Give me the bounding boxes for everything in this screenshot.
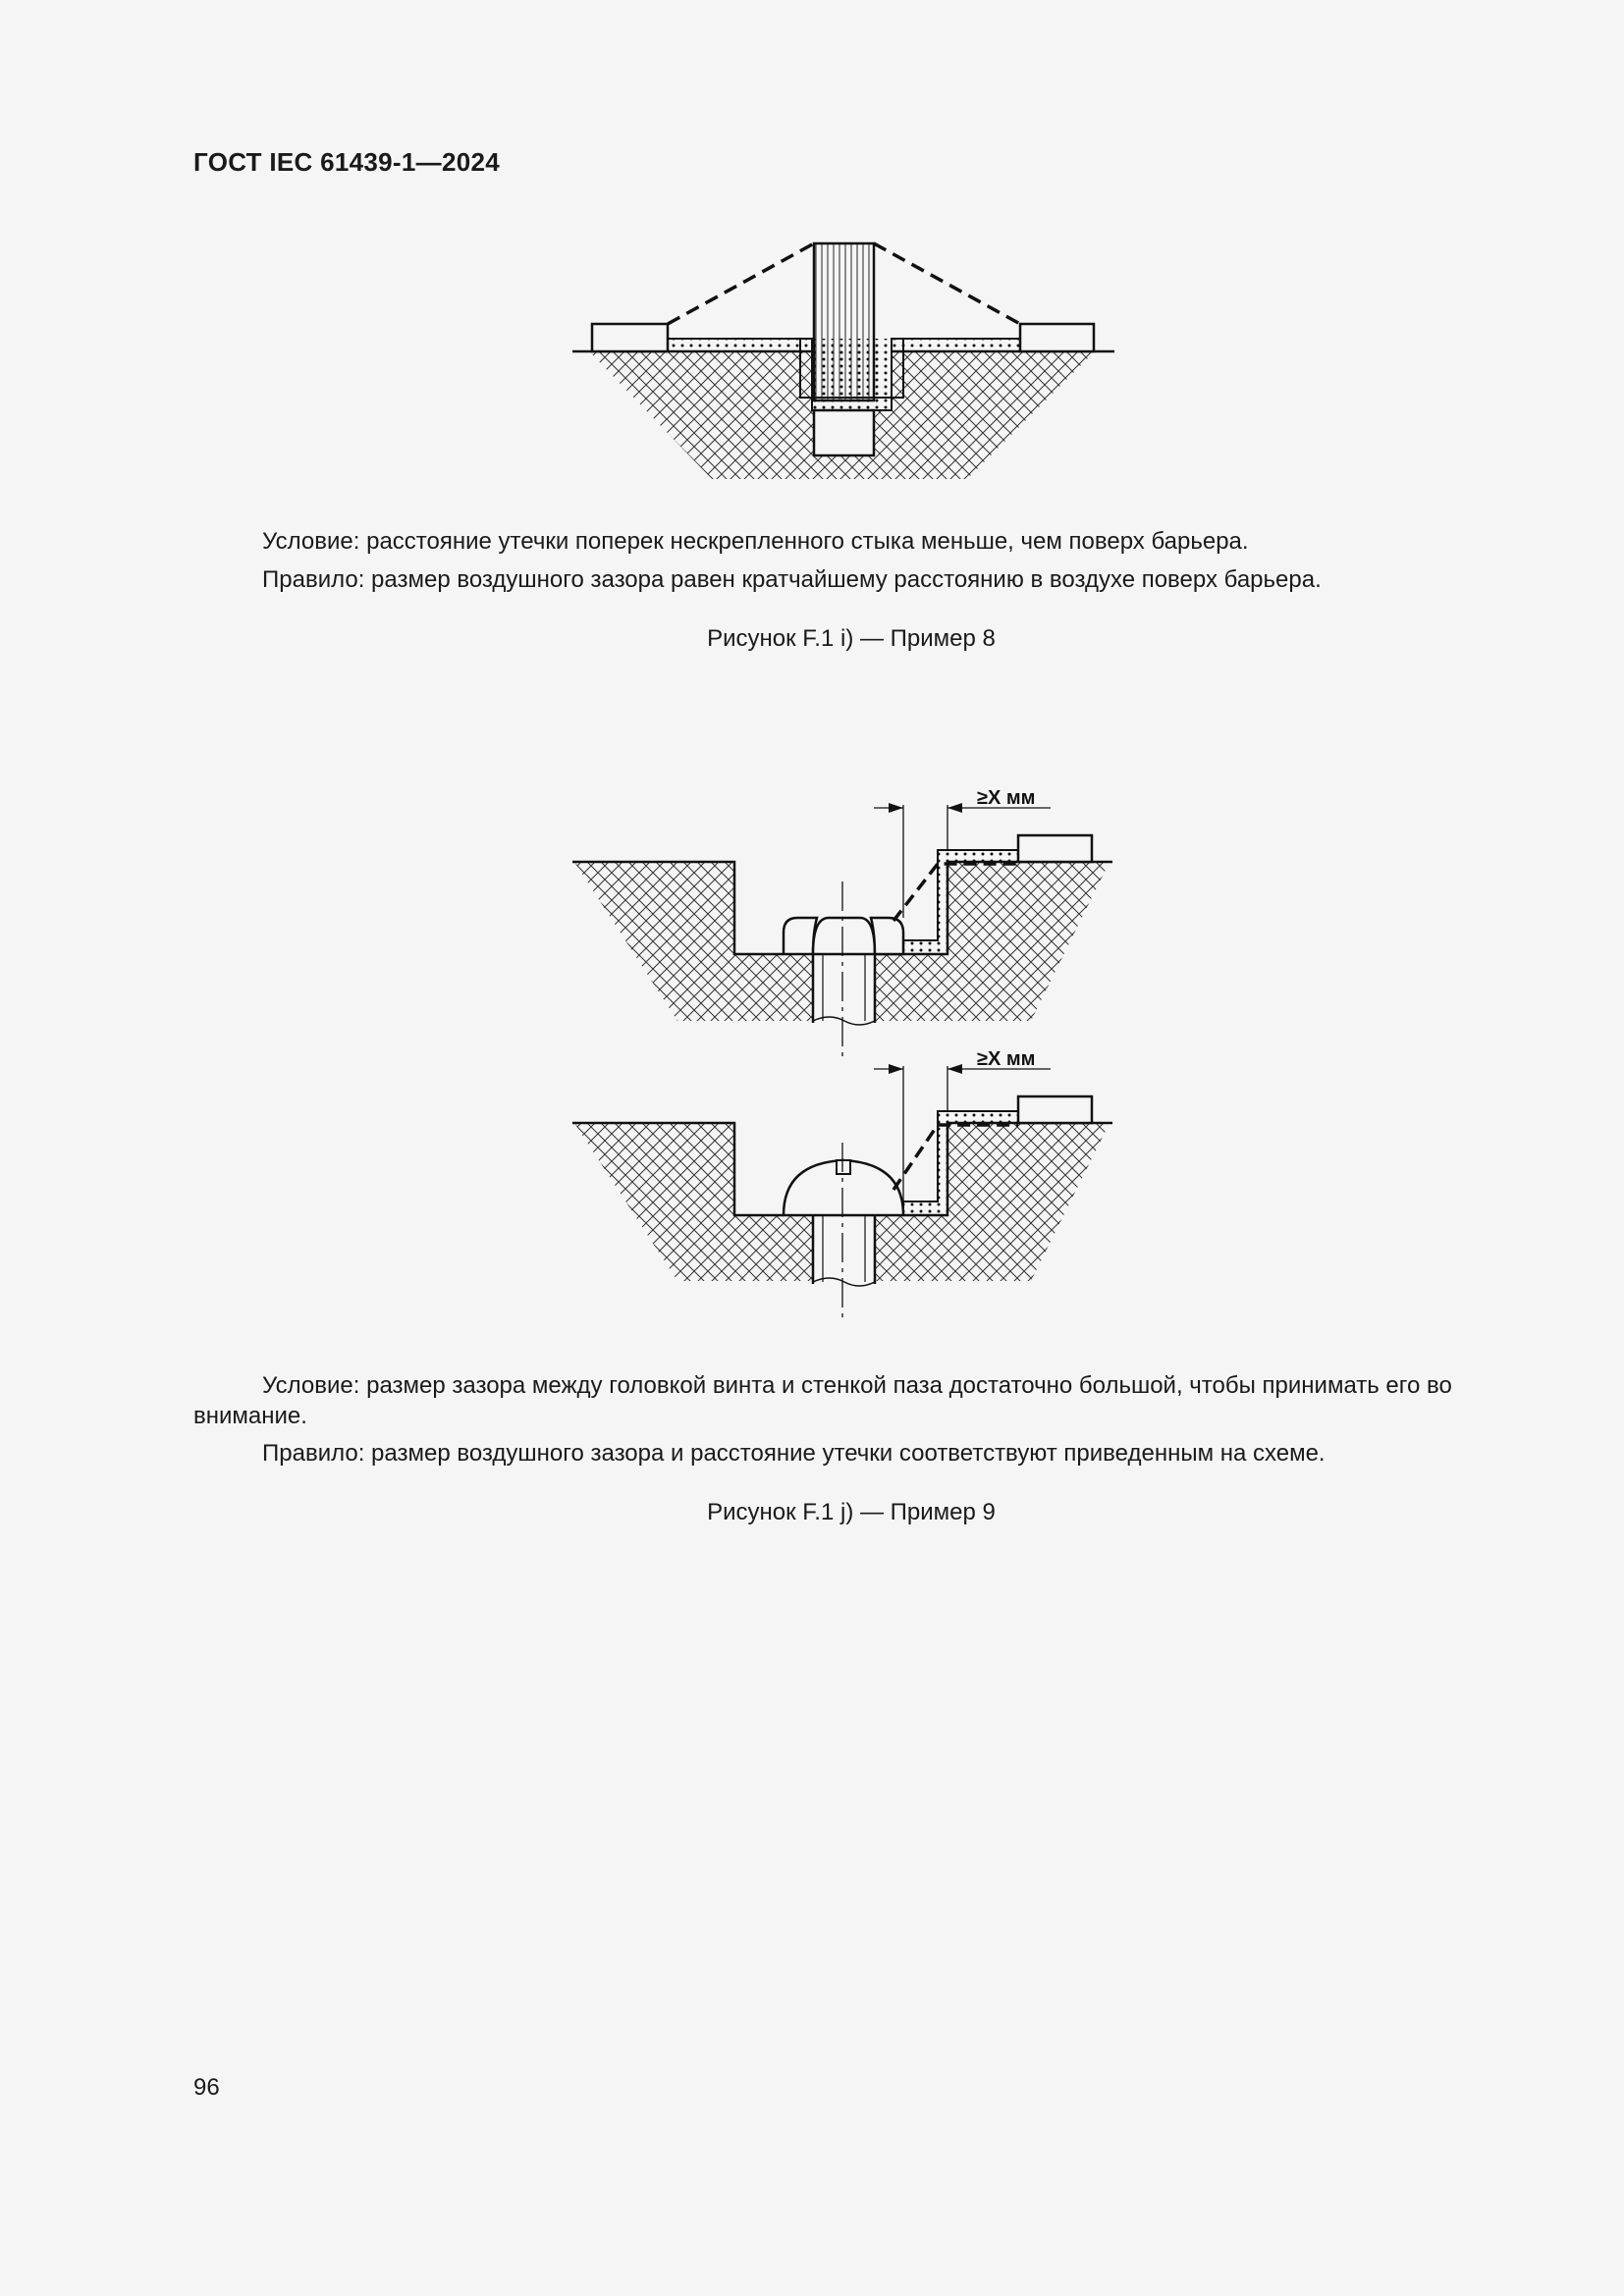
figure-8-caption: Рисунок F.1 i) — Пример 8 xyxy=(707,625,996,652)
figure-example-9 xyxy=(560,775,1129,1325)
example-8-condition: Условие: расстояние утечки поперек нескрепленного стыка меньше, чем поверх барьера. xyxy=(262,528,1249,555)
page-number: 96 xyxy=(193,2074,220,2101)
figure-example-8 xyxy=(560,226,1129,491)
round-screw-diagram xyxy=(572,1064,1112,1320)
example-9-rule: Правило: размер воздушного зазора и расстояние утечки соответствуют приведенным на схеме. xyxy=(262,1440,1326,1467)
example-8-rule: Правило: размер воздушного зазора равен кратчайшему расстоянию в воздухе поверх барьера. xyxy=(262,566,1322,593)
document-header: ГОСТ IEC 61439-1—2024 xyxy=(193,147,500,177)
example-9-condition: Условие: размер зазора между головкой винта и стенкой паза достаточно большой, чтобы принимать его во внимание. xyxy=(193,1372,1452,1429)
dimension-label-lower: ≥X мм xyxy=(977,1048,1036,1070)
figure-9-caption: Рисунок F.1 j) — Пример 9 xyxy=(707,1499,996,1525)
dimension-label-upper: ≥X мм xyxy=(977,787,1036,809)
hex-nut-diagram xyxy=(572,803,1112,1060)
